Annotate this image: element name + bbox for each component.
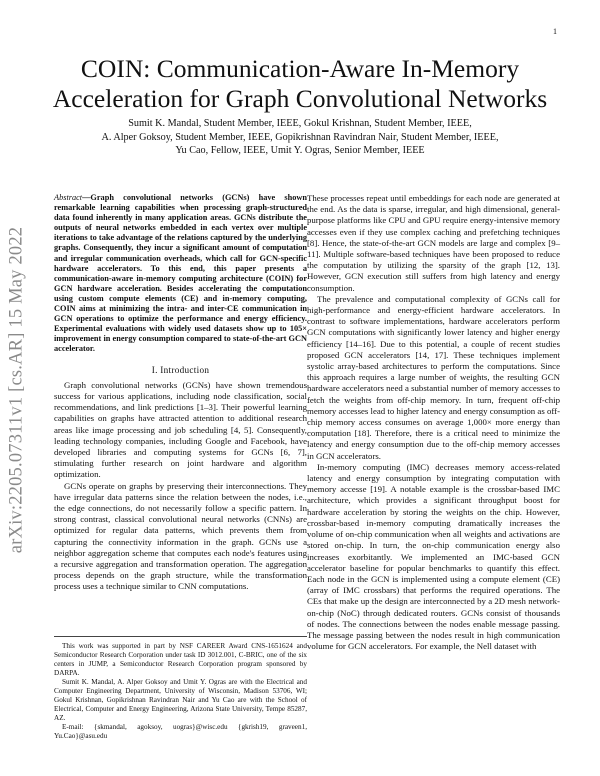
authors-line-3: Yu Cao, Fellow, IEEE, Umit Y. Ogras, Senior Member, IEEE <box>175 145 425 156</box>
body-paragraph: In-memory computing (IMC) decreases memory access-related latency and energy consumption by integrating computation with memory accesse [19]. A notable example is the crossbar-based IMC architecture, which provides a significant throughput boost for hardware acceleration by storing the weights on the chip. However, crossbar-based in-memory computing dramatically increases the volume of on-chip communication when all weights and activations are stored on-chip. In turn, the on-chip communication energy also increases exorbitantly. We implemented an IMC-based GCN accelerator baseline for popular benchmarks to quantify this effect. Each node in the GCN is implemented using a compute element (CE) (array of IMC crossbars) that performs the required operations. The CEs that make up the design are interconnected by a 2D mesh network-on-chip (NoC) through dedicated routers. GCNs consist of thousands of nodes. The connections between the nodes enable message passing. The message passing between the nodes result in high communication volume for GCN accelerators. For example, the Nell dataset with <box>307 461 560 652</box>
abstract-text: —Graph convolutional networks (GCNs) have shown remarkable learning capabilities when processing graph-structured data found inherently in many application areas. GCNs distribute the outputs of neural networks embedded in each vertex over multiple iterations to take advantage of the relations captured by the underlying graphs. Consequently, they incur a significant amount of computation and irregular communication overheads, which call for GCN-specific hardware accelerators. To this end, this paper presents a communication-aware in-memory computing architecture (COIN) for GCN hardware acceleration. Besides accelerating the computation using custom compute elements (CE) and in-memory computing, COIN aims at minimizing the intra- and inter-CE communication in GCN operations to optimize the performance and energy efficiency. Experimental evaluations with widely used datasets show up to 105× improvement in energy consumption compared to state-of-the-art GCN accelerator. <box>54 193 307 354</box>
author-list <box>40 117 560 158</box>
abstract-label: Abstract <box>54 193 83 202</box>
footnote <box>54 636 307 741</box>
footnote-affiliations: Sumit K. Mandal, A. Alper Goksoy and Umit Y. Ogras are with the Electrical and Computer Engineering Department, University of Wisconsin, Madison 53706, WI; Gokul Krishnan, Gopikrishnan Ravindran Nair and Yu Cao are with the School of Electrical, Computer and Energy Engineering, Arizona State University, Tempe 85287, AZ. <box>54 678 307 722</box>
authors-line-1: Sumit K. Mandal, Student Member, IEEE, Gokul Krishnan, Student Member, IEEE, <box>128 118 472 129</box>
right-column <box>307 193 560 652</box>
body-paragraph: Graph convolutional networks (GCNs) have shown tremendous success for various applications, including node classification, social recommendations, and link predictions [1–3]. Their powerful learning capabilities on graphs have attracted attention to additional research areas like image processing and job scheduling [4, 5]. Consequently, leading technology companies, including Google and Facebook, have developed libraries and computing systems for GCNs [6, 7], stimulating further research on joint hardware and algorithm optimization. <box>54 379 307 480</box>
arxiv-stamp-text: arXiv:2205.07311v1 [cs.AR] 15 May 2022 <box>6 226 27 554</box>
body-paragraph: The prevalence and computational complexity of GCNs call for high-performance and energy-efficient hardware accelerators. In contrast to software implementations, hardware accelerators perform GCN computations with significantly lower latency and higher energy efficiency [14–16]. Due to this potential, a couple of recent studies proposed GCN accelerators [14, 17]. These techniques implement systolic array-based architectures to perform the computations. Since this approach requires a large number of weights, the resulting GCN hardware accelerators need a substantial number of memory accesses to fetch the weights from off-chip memory. In turn, frequent off-chip memory accesses lead to higher latency and energy consumption as off-chip memory access consumes on average 1,000× more energy than computation [18]. Therefore, there is a critical need to minimize the latency and energy consumption due to the off-chip memory accesses in GCN accelerators. <box>307 293 560 461</box>
body-paragraph: These processes repeat until embeddings for each node are generated at the end. As the data is sparse, irregular, and high dimensional, general-purpose platforms like CPU and GPU require energy-intensive memory accesses even if they use complex caching and prefetching techniques [8]. Hence, the state-of-the-art GCN models are large and complex [9–11]. Multiple software-based techniques have been proposed to reduce the computation by utilizing the sparsity of the graph [12, 13]. However, GCN execution still suffers from high latency and energy consumption. <box>307 193 560 293</box>
body-paragraph: GCNs operate on graphs by preserving their interconnections. They have irregular data patterns since the relation between the nodes, i.e., the edge connections, do not necessarily follow a specific pattern. In strong contrast, classical convolutional neural networks (CNNs) are optimized for regular data patterns, which prevents them from capturing the connectivity information in the graph. GCNs use a neighbor aggregation scheme that computes each node's features using a recursive aggregation and transformation operation. The aggregation process depends on the graph structure, while the transformation process uses a technique similar to CNN computations. <box>54 480 307 592</box>
section-heading-introduction: I. Introduction <box>151 364 210 375</box>
arxiv-stamp <box>4 200 30 580</box>
title-line-1: COIN: Communication-Aware In-Memory <box>80 54 520 83</box>
left-column <box>54 193 307 593</box>
footnote-email: E-mail: {skmandal, agoksoy, uogras}@wisc.edu {gkrish19, graveen1, Yu.Cao}@asu.edu <box>54 723 307 740</box>
title-line-2: Acceleration for Graph Convolutional Networks <box>52 84 548 113</box>
authors-line-2: A. Alper Goksoy, Student Member, IEEE, Gopikrishnan Ravindran Nair, Student Member, IEEE, <box>101 131 499 143</box>
paper-title <box>40 54 560 114</box>
abstract <box>54 193 307 355</box>
footnote-funding: This work was supported in part by NSF CAREER Award CNS-1651624 and Semiconductor Research Corporation under task ID 3012.001, C-BRIC, one of the six centers in JUMP, a Semiconductor Research Corporation program sponsored by DARPA. <box>54 642 307 677</box>
page-number: 1 <box>553 27 557 36</box>
